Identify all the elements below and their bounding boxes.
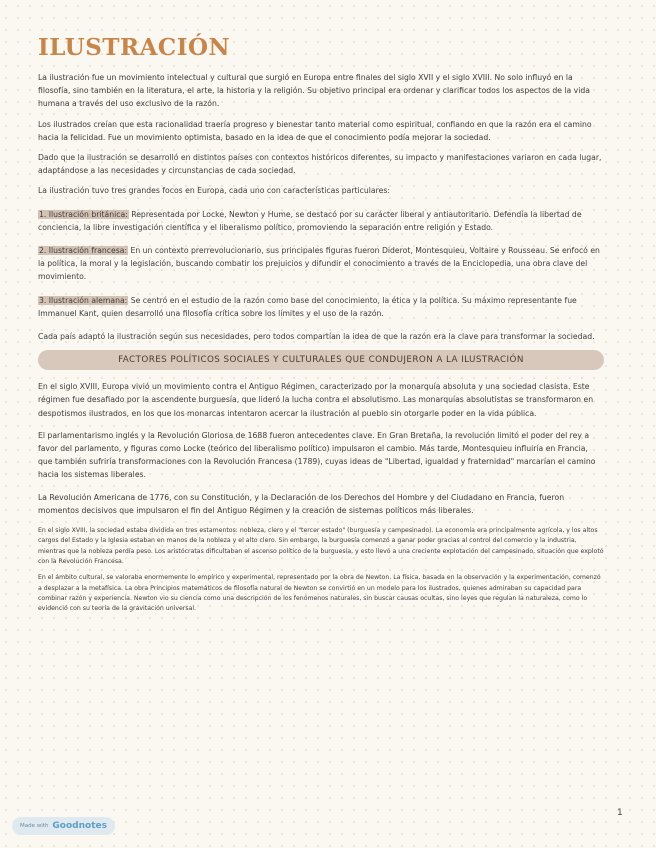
watermark-brand: Goodnotes bbox=[52, 821, 107, 831]
goodnotes-watermark bbox=[12, 817, 115, 835]
focus-text: Representada por Locke, Newton y Hume, se destacó por su carácter liberal y antiautoritario. Defendía la libertad de conciencia, la libre investigación científica y el liberalismo político, promoviendo la separación entre religión y Estado. bbox=[38, 209, 582, 232]
note-page bbox=[38, 34, 604, 620]
conclusion-paragraph: Cada país adaptó la ilustración según sus necesidades, pero todos compartían la idea de que la razón era la clave para transformar la sociedad. bbox=[38, 332, 595, 342]
intro-paragraph: Dado que la ilustración se desarrolló en distintos países con contextos históricos diferentes, su impacto y manifestaciones variaron en cada lugar, adaptándose a las necesidades y circunstancias de cada sociedad. bbox=[38, 153, 602, 176]
page-title: ILUSTRACIÓN bbox=[38, 34, 231, 61]
intro-paragraph: Los ilustrados creían que esta racionalidad traería progreso y bienestar tanto material como espiritual, confiando en que la razón era el camino hacia la felicidad. Fue un movimiento optimista, basado en la idea de que el conocimiento podía mejorar la sociedad. bbox=[38, 119, 592, 142]
intro-paragraph: La ilustración tuvo tres grandes focos en Europa, cada uno con características particulares: bbox=[38, 186, 390, 196]
focus-label: 3. Ilustración alemana: bbox=[39, 295, 128, 305]
small-paragraph: En el siglo XVIII, la sociedad estaba dividida en tres estamentos: nobleza, clero y el "tercer estado" (burguesía y campesinado). La economía era principalmente agrícola, y los altos cargos del Estado y la Iglesia estaban en manos de la nobleza y el alto clero. Sin embargo, la burguesía comenzó a ganar poder gracias al control del comercio y la industria, mientras que la nobleza perdía peso. Los aristócratas dificultaban el ascenso político de la burguesía, y esto llevó a una creciente explotación del campesinado, situación que explotó con la Revolución Francesa. bbox=[38, 527, 604, 565]
section-banner bbox=[38, 350, 604, 370]
focus-german bbox=[38, 294, 604, 320]
small-paragraph: En el ámbito cultural, se valoraba enormemente lo empírico y experimental, representado por la obra de Newton. La física, basada en la observación y la experimentación, comenzó a desplazar a la metafísica. La obra Principios matemáticos de filosofía natural de Newton se convirtió en un modelo para los ilustrados, quienes admiraban su capacidad para combinar razón y experiencia. Newton vio su ciencia como una descripción de los fenómenos naturales, sin buscar causas ocultas, sino leyes que regulan la naturaleza, como lo evidenció con su teoría de la gravitación universal. bbox=[38, 574, 601, 613]
focus-french bbox=[38, 244, 604, 284]
section-paragraph: La Revolución Americana de 1776, con su Constitución, y la Declaración de los Derechos del Hombre y del Ciudadano en Francia, fueron momentos decisivos que impulsaron el fin del Antiguo Régimen y la creación de sistemas políticos más liberales. bbox=[38, 492, 565, 515]
focus-text: Se centró en el estudio de la razón como base del conocimiento, la ética y la política. Su máximo representante fue Immanuel Kant, quien desarrolló una filosofía crítica sobre los límites y el uso de la razón. bbox=[38, 295, 577, 318]
section-heading: FACTORES POLÍTICOS SOCIALES Y CULTURALES QUE CONDUJERON A LA ILUSTRACIÓN bbox=[118, 355, 524, 366]
focus-british bbox=[38, 208, 604, 234]
focus-text: En un contexto prerrevolucionario, sus principales figuras fueron Diderot, Montesquieu, Voltaire y Rousseau. Se enfocó en la política, la moral y la legislación, buscando combatir los prejuicios y difundir el conocimiento a través de la Enciclopedia, una obra clave del movimiento. bbox=[38, 246, 600, 282]
section-paragraph: En el siglo XVIII, Europa vivió un movimiento contra el Antiguo Régimen, caracterizado por la monarquía absoluta y una sociedad clasista. Este régimen fue desafiado por la ascendente burguesía, que lideró la lucha contra el absolutismo. Las monarquías absolutistas se transformaron en despotismos ilustrados, en los que los monarcas intentaron acercar la ilustración al pueblo sin otorgarle poder en la vida pública. bbox=[38, 382, 594, 418]
section-paragraph: El parlamentarismo inglés y la Revolución Gloriosa de 1688 fueron antecedentes clave. En Gran Bretaña, la revolución limitó el poder del rey a favor del parlamento, y figuras como Locke (teórico del liberalismo político) impulsaron el cambio. Más tarde, Montesquieu influiría en Francia, que también sufriría transformaciones con la Revolución Francesa (1789), cuyas ideas de "Libertad, igualdad y fraternidad" marcarían el camino hacia los sistemas liberales. bbox=[38, 430, 596, 480]
focus-label: 1. Ilustración británica: bbox=[39, 209, 128, 219]
focus-label: 2. Ilustración francesa: bbox=[39, 246, 128, 256]
page-number: 1 bbox=[617, 808, 623, 818]
watermark-prefix: Made with bbox=[20, 823, 49, 829]
intro-paragraph: La ilustración fue un movimiento intelectual y cultural que surgió en Europa entre finales del siglo XVII y el siglo XVIII. No solo influyó en la filosofía, sino también en la literatura, el arte, la historia y la religión. Su objetivo principal era ordenar y clarificar todos los aspectos de la vida humana a través del uso exclusivo de la razón. bbox=[38, 73, 590, 109]
